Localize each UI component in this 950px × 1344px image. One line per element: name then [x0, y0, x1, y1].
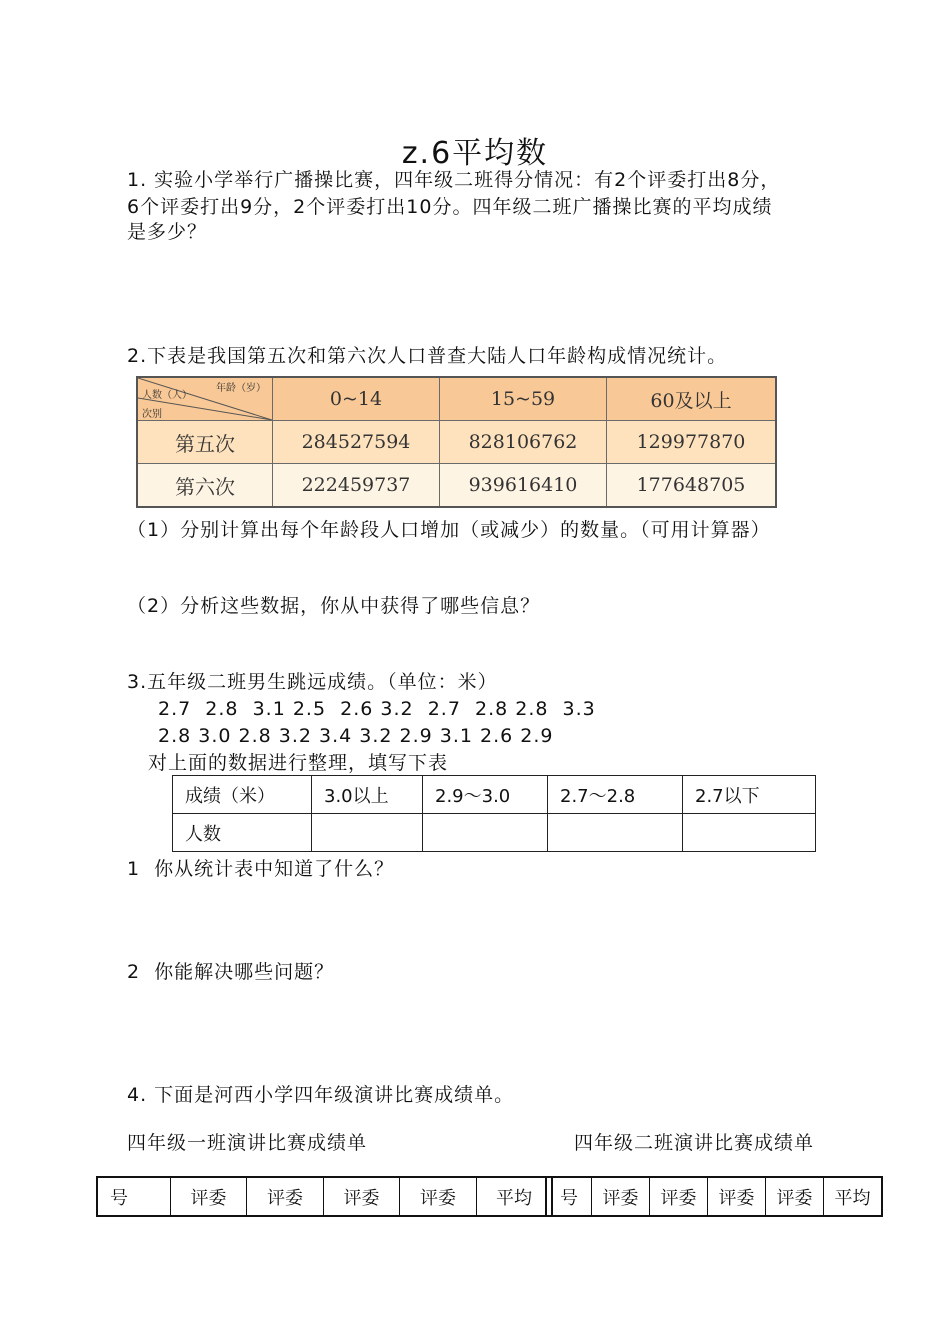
grade-header-cell: 评委 — [766, 1177, 824, 1216]
q1-line2: 6个评委打出9分，2个评委打出10分。四年级二班广播操比赛的平均成绩 — [127, 196, 773, 218]
score-header-cell: 3.0以上 — [312, 776, 423, 814]
q3-instruction: 对上面的数据进行整理，填写下表 — [148, 752, 449, 774]
census-cell: 177648705 — [607, 464, 777, 508]
grade-header-cell: 评委 — [708, 1177, 766, 1216]
q2-intro: 2.下表是我国第五次和第六次人口普查大陆人口年龄构成情况统计。 — [127, 345, 728, 367]
census-row-label: 第六次 — [137, 464, 273, 508]
q1-line1: 1. 实验小学举行广播操比赛，四年级二班得分情况：有2个评委打出8分， — [127, 169, 781, 191]
corner-age-label: 年龄（岁） — [216, 383, 266, 394]
census-cell: 129977870 — [607, 421, 777, 464]
score-blank-cell[interactable] — [683, 814, 816, 852]
census-cell: 828106762 — [440, 421, 607, 464]
class1-score-table — [96, 1176, 553, 1217]
q3-sub1: 1 你从统计表中知道了什么？ — [127, 858, 395, 880]
grade-header-cell: 号 — [546, 1177, 592, 1216]
q2-sub1: （1）分别计算出每个年龄段人口增加（或减少）的数量。（可用计算器） — [127, 519, 771, 541]
jump-score-table — [172, 775, 816, 852]
score-header-cell: 2.9～3.0 — [423, 776, 548, 814]
census-col-header: 15~59 — [440, 377, 607, 421]
census-cell: 939616410 — [440, 464, 607, 508]
census-table — [136, 376, 777, 508]
grade-header-cell: 评委 — [400, 1177, 477, 1216]
q3-data-line1: 2.7 2.8 3.1 2.5 2.6 3.2 2.7 2.8 2.8 3.3 — [158, 698, 596, 720]
q4-intro: 4. 下面是河西小学四年级演讲比赛成绩单。 — [127, 1084, 515, 1106]
score-row-label: 人数 — [173, 814, 312, 852]
right-table-caption: 四年级二班演讲比赛成绩单 — [574, 1132, 815, 1154]
score-blank-cell[interactable] — [423, 814, 548, 852]
census-col-header: 60及以上 — [607, 377, 777, 421]
grade-header-cell: 平均 — [477, 1177, 553, 1216]
census-cell: 222459737 — [273, 464, 440, 508]
grade-header-cell: 号 — [97, 1177, 171, 1216]
grade-header-cell: 评委 — [592, 1177, 650, 1216]
score-header-cell: 2.7以下 — [683, 776, 816, 814]
score-header-cell: 2.7～2.8 — [548, 776, 683, 814]
score-header-cell: 成绩（米） — [173, 776, 312, 814]
score-blank-cell[interactable] — [312, 814, 423, 852]
q3-intro: 3.五年级二班男生跳远成绩。（单位：米） — [127, 671, 498, 693]
census-row — [137, 421, 776, 464]
census-col-header: 0~14 — [273, 377, 440, 421]
grade-header-cell: 评委 — [171, 1177, 247, 1216]
grade-header-cell: 评委 — [324, 1177, 400, 1216]
corner-people-label: 人数（人） — [142, 390, 192, 401]
census-cell: 284527594 — [273, 421, 440, 464]
score-blank-cell[interactable] — [548, 814, 683, 852]
grade-header-cell: 平均 — [824, 1177, 883, 1216]
q3-data-line2: 2.8 3.0 2.8 3.2 3.4 3.2 2.9 3.1 2.6 2.9 — [158, 725, 554, 747]
page-title: z.6平均数 — [401, 136, 549, 171]
left-table-caption: 四年级一班演讲比赛成绩单 — [127, 1132, 368, 1154]
census-row — [137, 464, 776, 508]
class2-score-table — [545, 1176, 883, 1217]
q1-line3: 是多少？ — [127, 221, 208, 243]
grade-header-cell: 评委 — [650, 1177, 708, 1216]
q2-sub2: （2）分析这些数据，你从中获得了哪些信息？ — [127, 595, 541, 617]
census-row-label: 第五次 — [137, 421, 273, 464]
q3-sub2: 2 你能解决哪些问题？ — [127, 961, 335, 983]
census-corner-cell — [137, 377, 273, 421]
corner-census-label: 次别 — [142, 409, 162, 420]
grade-header-cell: 评委 — [247, 1177, 324, 1216]
